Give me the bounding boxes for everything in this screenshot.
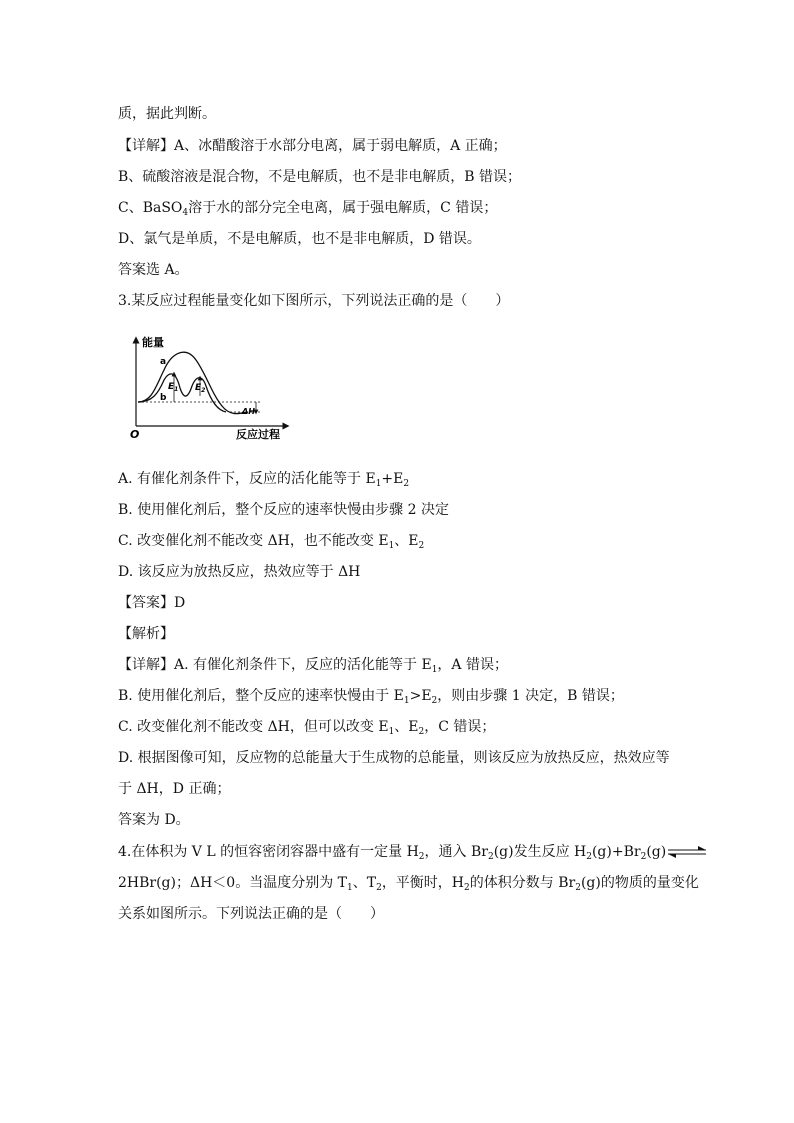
option-b: B. 使用催化剂后，整个反应的速率快慢由步骤 2 决定 [118,502,449,518]
option-d: D. 该反应为放热反应，热效应等于 ΔH [118,564,361,580]
detail-c: C. 改变催化剂不能改变 ΔH，但可以改变 $E_1$、$E_2$，C 错误； [118,719,496,737]
question-3: 3.某反应过程能量变化如下图所示，下列说法正确的是（ ） [118,293,510,309]
origin-label: O [130,428,140,441]
e2-label: $E_2$ [195,383,206,394]
x-axis-label: 反应过程 [236,428,280,441]
text-line: D、氯气是单质，不是电解质，也不是非电解质，D 错误。 [118,231,481,247]
text-line: 【详解】A、冰醋酸溶于水部分电离，属于弱电解质，A 正确； [118,138,507,154]
question-4-line-2: 2HBr(g)；ΔH＜0。当温度分别为 $T_1$、$T_2$，平衡时，$H_2$的体积分数与 $Br_2(g)$的物质的量变化 [118,875,699,893]
question-4: 4.在体积为 V L 的恒容密闭容器中盛有一定量 $H_2$，通入 $Br_2(g)$发生反应 $H_2(g)+Br_2(g)$ [118,842,708,867]
answer: 【答案】D [118,595,186,611]
option-a: A. 有催化剂条件下，反应的活化能等于 $E_1+E_2$ [118,471,410,489]
detail-d: D. 根据图像可知，反应物的总能量大于生成物的总能量，则该反应为放热反应，热效应等 [118,750,670,766]
answer-3: 答案为 D。 [118,812,190,828]
text-line: 答案选 A。 [118,262,189,278]
analysis-heading: 【解析】 [118,626,174,642]
energy-diagram [130,334,292,442]
detail-b: B. 使用催化剂后，整个反应的速率快慢由于 $E_1>E_2$，则由步骤 1 决定，B 错误； [118,688,624,706]
y-axis-label: 能量 [142,336,164,349]
option-c: C. 改变催化剂不能改变 ΔH，也不能改变 $E_1$、$E_2$ [118,533,425,551]
detail-d-cont: 于 ΔH，D 正确； [118,781,231,797]
text-line: B、硫酸溶液是混合物，不是电解质，也不是非电解质，B 错误； [118,169,522,185]
e1-label: $E_1$ [168,382,179,393]
dh-label: ΔH [242,407,255,416]
question-4-line-3: 关系如图所示。下列说法正确的是（ ） [118,906,384,922]
curve-b [138,374,226,412]
text-line: 质，据此判断。 [118,106,216,122]
curve-a-label: a [160,357,167,367]
text-line: C、BaSO$_4$溶于水的部分完全电离，属于强电解质，C 错误； [118,200,498,218]
detail-a: 【详解】A. 有催化剂条件下，反应的活化能等于 $E_1$，A 错误； [118,657,508,675]
curve-b-label: b [160,393,167,403]
equilibrium-arrow-icon [666,845,708,859]
